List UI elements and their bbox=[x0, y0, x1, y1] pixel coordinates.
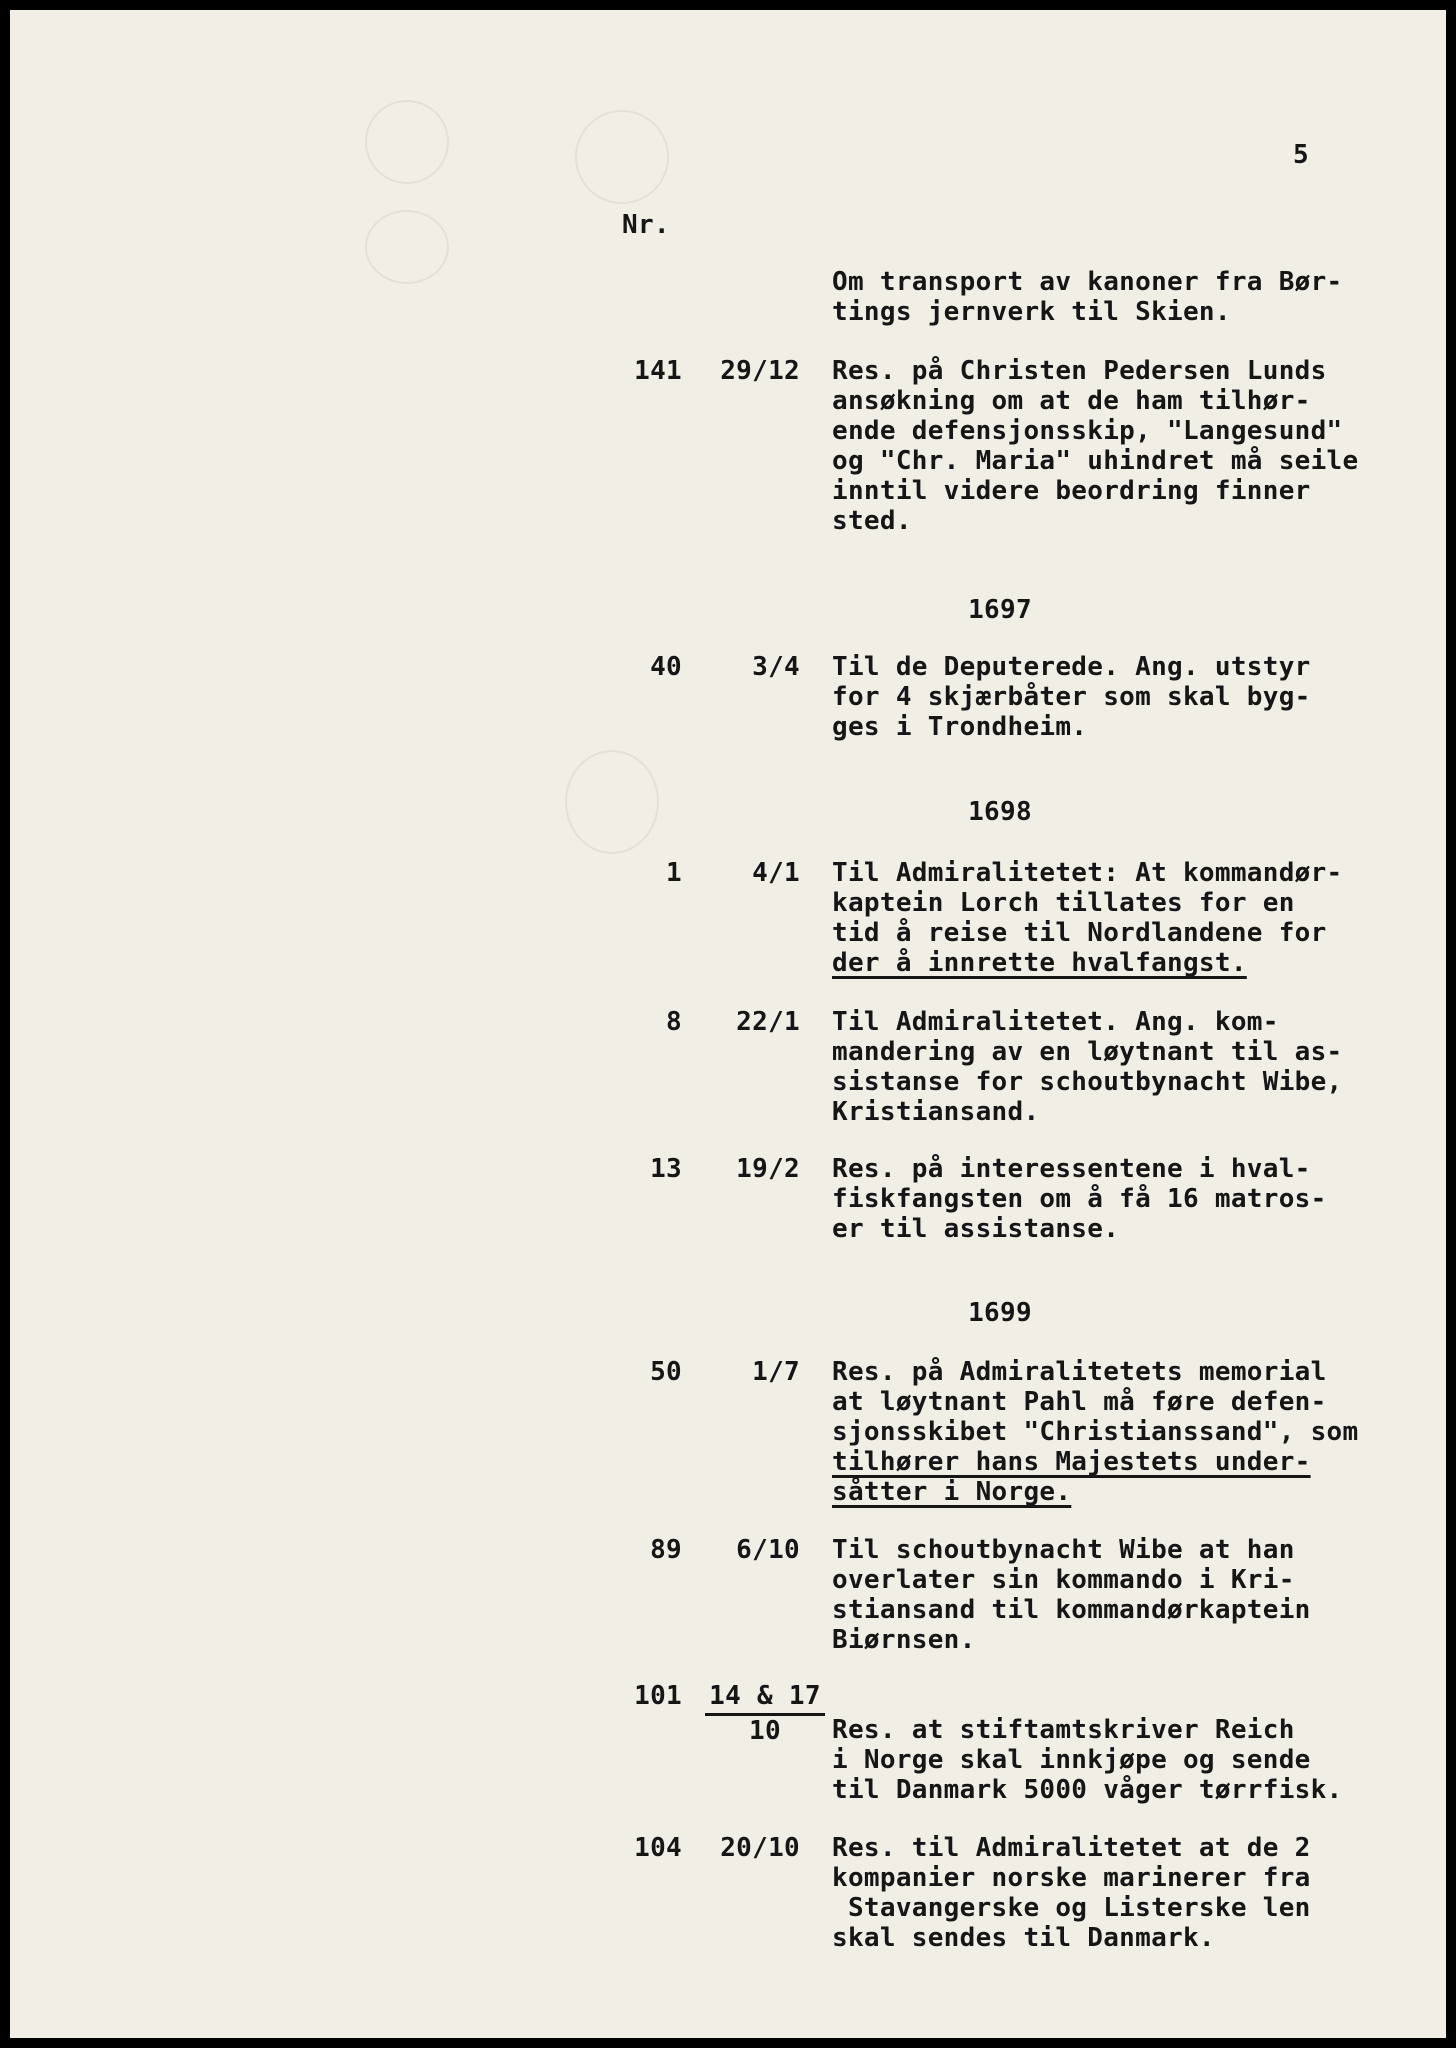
entry-date: 20/10 bbox=[720, 1833, 800, 1863]
bleed-through-mark bbox=[365, 210, 449, 284]
entry-text-line: ansøkning om at de ham tilhør- bbox=[832, 386, 1311, 416]
bleed-through-mark bbox=[565, 750, 659, 854]
entry-text-line: Til Admiralitetet: At kommandør- bbox=[832, 858, 1343, 888]
entry-date: 19/2 bbox=[736, 1154, 800, 1184]
entry-text-line: fiskfangsten om å få 16 matros- bbox=[832, 1184, 1327, 1214]
entry-number: 101 bbox=[634, 1681, 682, 1711]
entry-number: 104 bbox=[634, 1833, 682, 1863]
entry-text-line: Til Admiralitetet. Ang. kom- bbox=[832, 1007, 1279, 1037]
entry-text-line: stiansand til kommandørkaptein bbox=[832, 1595, 1311, 1625]
nr-column-header: Nr. bbox=[622, 210, 670, 240]
entry-number: 40 bbox=[650, 652, 682, 682]
entry-text-line: overlater sin kommando i Kri- bbox=[832, 1565, 1295, 1595]
entry-text-line: ges i Trondheim. bbox=[832, 712, 1088, 742]
entry-text-line: der å innrette hvalfangst. bbox=[832, 948, 1247, 978]
entry-text-line: mandering av en løytnant til as- bbox=[832, 1037, 1343, 1067]
year-heading: 1697 bbox=[968, 595, 1032, 625]
entry-text-line: Til schoutbynacht Wibe at han bbox=[832, 1535, 1295, 1565]
entry-text-line: Til de Deputerede. Ang. utstyr bbox=[832, 652, 1311, 682]
entry-date-fraction bbox=[705, 1681, 825, 1746]
entry-text-line: kaptein Lorch tillates for en bbox=[832, 888, 1295, 918]
entry-text-line: Res. at stiftamtskriver Reich bbox=[832, 1715, 1295, 1745]
entry-text-line: og "Chr. Maria" uhindret må seile bbox=[832, 446, 1359, 476]
entry-text-line: Res. på Christen Pedersen Lunds bbox=[832, 356, 1327, 386]
entry-date: 22/1 bbox=[736, 1007, 800, 1037]
year-heading: 1699 bbox=[968, 1298, 1032, 1328]
entry-text-line: skal sendes til Danmark. bbox=[832, 1923, 1215, 1953]
intro-line: tings jernverk til Skien. bbox=[832, 297, 1231, 327]
entry-text-line: Res. på Admiralitetets memorial bbox=[832, 1357, 1327, 1387]
entry-text-line: Res. på interessentene i hval- bbox=[832, 1154, 1311, 1184]
entry-text-line: Res. til Admiralitetet at de 2 bbox=[832, 1833, 1311, 1863]
entry-number: 50 bbox=[650, 1357, 682, 1387]
entry-date: 3/4 bbox=[752, 652, 800, 682]
document-page bbox=[10, 10, 1446, 2038]
entry-date: 6/10 bbox=[736, 1535, 800, 1565]
year-heading: 1698 bbox=[968, 797, 1032, 827]
entry-date-days: 14 & 17 bbox=[705, 1681, 825, 1716]
bleed-through-mark bbox=[365, 100, 449, 184]
entry-number: 141 bbox=[634, 356, 682, 386]
entry-number: 89 bbox=[650, 1535, 682, 1565]
entry-text-line: i Norge skal innkjøpe og sende bbox=[832, 1745, 1311, 1775]
entry-date: 4/1 bbox=[752, 858, 800, 888]
entry-text-line: kompanier norske marinerer fra bbox=[832, 1863, 1311, 1893]
entry-text-line: inntil videre beordring finner bbox=[832, 476, 1311, 506]
entry-text-line: tilhører hans Majestets under- bbox=[832, 1447, 1311, 1477]
entry-text-line: at løytnant Pahl må føre defen- bbox=[832, 1387, 1327, 1417]
entry-text-line: tid å reise til Nordlandene for bbox=[832, 918, 1327, 948]
entry-number: 1 bbox=[666, 858, 682, 888]
entry-text-line: for 4 skjærbåter som skal byg- bbox=[832, 682, 1311, 712]
entry-text-line: Kristiansand. bbox=[832, 1097, 1040, 1127]
entry-date-month: 10 bbox=[749, 1716, 781, 1746]
entry-text-line: sted. bbox=[832, 506, 912, 536]
bleed-through-mark bbox=[575, 110, 669, 204]
entry-text-line: sjonsskibet "Christianssand", som bbox=[832, 1417, 1359, 1447]
entry-text-line: såtter i Norge. bbox=[832, 1477, 1072, 1507]
entry-text-line: er til assistanse. bbox=[832, 1214, 1120, 1244]
intro-line: Om transport av kanoner fra Bør- bbox=[832, 267, 1343, 297]
entry-number: 13 bbox=[650, 1154, 682, 1184]
entry-date: 29/12 bbox=[720, 356, 800, 386]
entry-text-line: til Danmark 5000 våger tørrfisk. bbox=[832, 1775, 1343, 1805]
entry-text-line: Stavangerske og Listerske len bbox=[832, 1893, 1311, 1923]
entry-date: 1/7 bbox=[752, 1357, 800, 1387]
entry-number: 8 bbox=[666, 1007, 682, 1037]
entry-text-line: Biørnsen. bbox=[832, 1625, 976, 1655]
entry-text-line: sistanse for schoutbynacht Wibe, bbox=[832, 1067, 1343, 1097]
entry-text-line: ende defensjonsskip, "Langesund" bbox=[832, 416, 1343, 446]
page-number: 5 bbox=[1293, 140, 1309, 170]
